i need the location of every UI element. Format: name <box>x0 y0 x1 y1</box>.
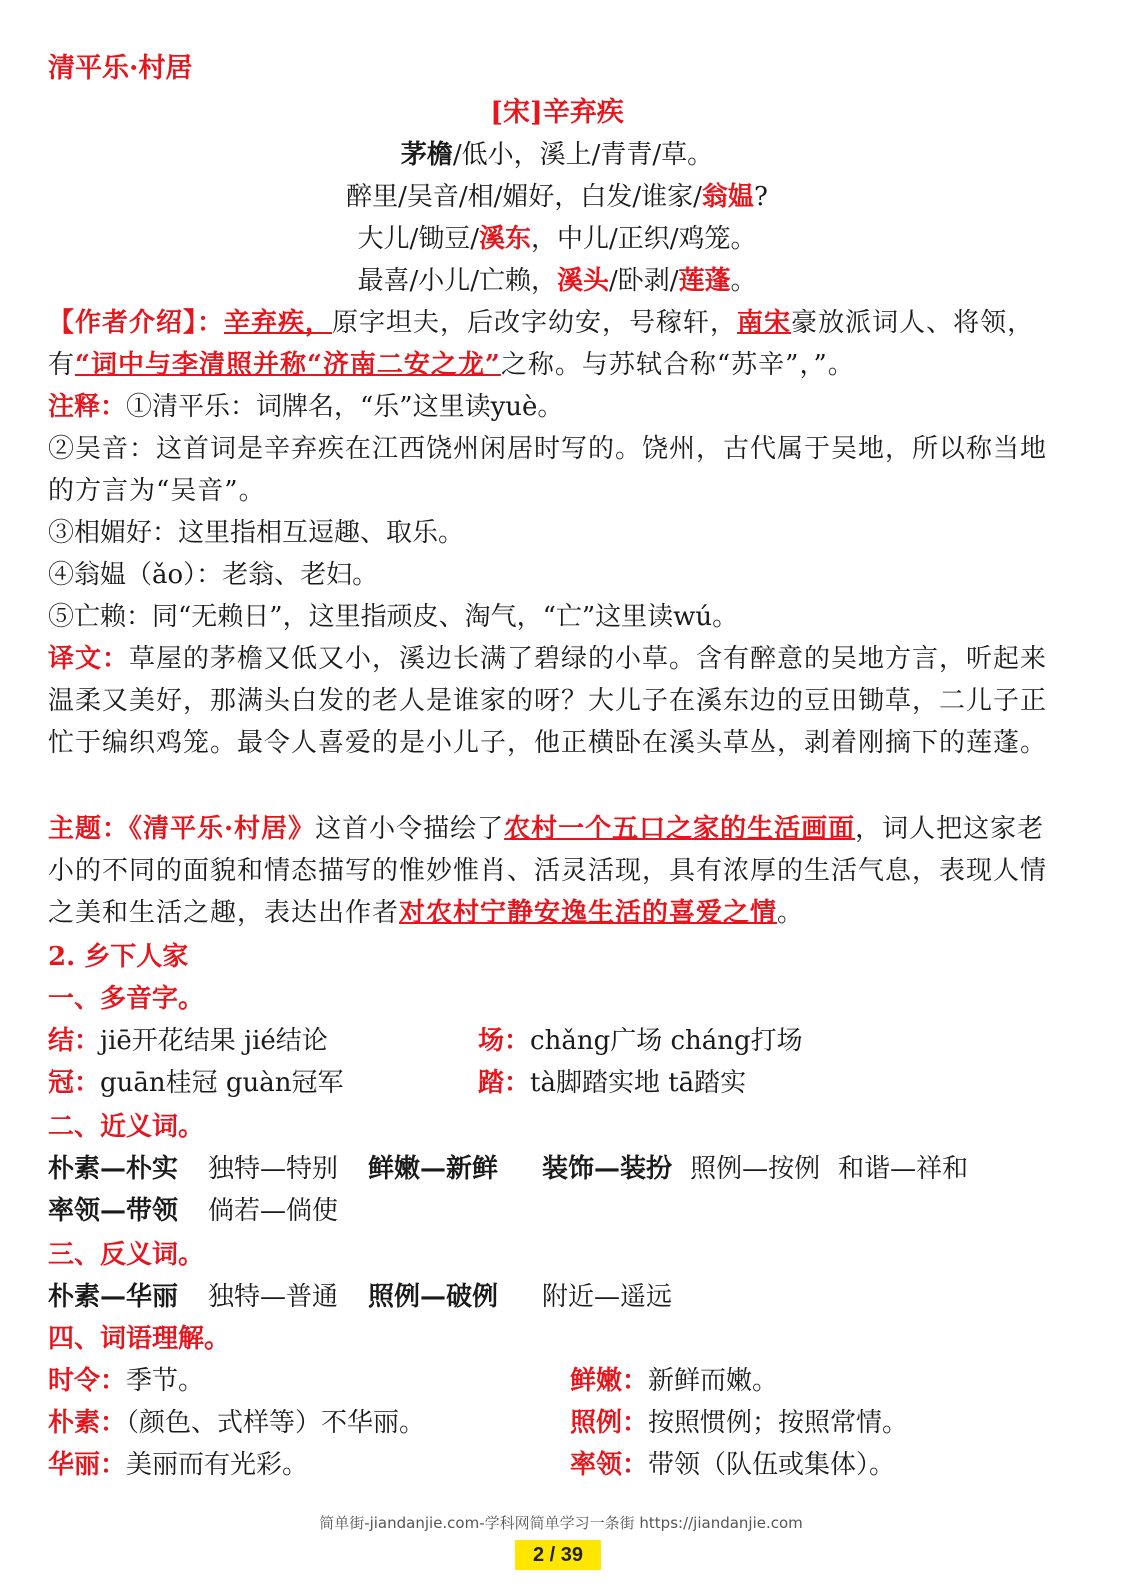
author-intro: 【作者介绍】：辛弃疾，原字坦夫，后改字幼安，号稼轩，南宋豪放派词人、将领，有“词中与李清照并称“济南二安之龙”之称。与苏轼合称“苏辛”，”。 <box>48 308 1035 380</box>
vocab-item: 朴素：（颜色、式样等）不华丽。 <box>48 1408 426 1438</box>
theme: 主题：《清平乐·村居》这首小令描绘了农村一个五口之家的生活画面，词人把这家老小的不同的面貌和情态描写的惟妙惟肖、活灵活现，具有浓厚的生活气息，表现人情之美和生活之趣，表达出作者对农村宁静安逸生活的喜爱之情。 <box>48 814 1048 928</box>
footer-watermark: 简单街-jiandanjie.com-学科网简单学习一条街 https://jiandanjie.com <box>319 1514 803 1532</box>
note-2: ②吴音：这首词是辛弃疾在江西饶州闲居时写的。饶州，古代属于吴地，所以称当地的方言为“吴音”。 <box>48 434 1048 506</box>
translation: 译文：草屋的茅檐又低又小，溪边长满了碧绿的小草。含有醉意的吴地方言，听起来温柔又美好，那满头白发的老人是谁家的呀？大儿子在溪东边的豆田锄草，二儿子正忙于编织鸡笼。最令人喜爱的是小儿子，他正横卧在溪头草丛，剥着刚摘下的莲蓬。 <box>48 644 1048 758</box>
poem-title: 清平乐·村居 <box>48 53 193 84</box>
poem-author: [宋]辛弃疾 <box>490 97 624 128</box>
note-3: ③相媚好：这里指相互逗趣、取乐。 <box>48 518 465 548</box>
polyphone-row-2b: 踏：tà脚踏实地 tā踏实 <box>478 1068 747 1098</box>
note-4: ④翁媪（ǎo）：老翁、老妇。 <box>48 560 379 590</box>
vocab-item: 时令：季节。 <box>48 1366 205 1396</box>
vocab-item: 华丽：美丽而有光彩。 <box>48 1450 309 1480</box>
lesson-title: 2. 乡下人家 <box>48 942 189 972</box>
vocab-item: 鲜嫩：新鲜而嫩。 <box>570 1366 779 1396</box>
poem-line-1: 茅檐/低小，溪上/青青/草。 <box>400 140 714 170</box>
section-synonyms: 二、近义词。 <box>48 1112 205 1142</box>
section-polyphones: 一、多音字。 <box>48 984 205 1014</box>
page-number: 2 / 39 <box>515 1540 601 1570</box>
poem-line-2: 醉里/吴音/相/媚好，白发/谁家/翁媪? <box>346 182 768 212</box>
section-vocabulary: 四、词语理解。 <box>48 1324 231 1354</box>
polyphone-row-1: 结：jiē开花结果 jié结论 <box>48 1026 328 1056</box>
note-1: 注释：①清平乐：词牌名，“乐”这里读yuè。 <box>48 392 564 422</box>
vocab-item: 照例：按照惯例；按照常情。 <box>570 1408 909 1438</box>
poem-line-3: 大儿/锄豆/溪东，中儿/正织/鸡笼。 <box>357 224 757 254</box>
note-5: ⑤亡赖：同“无赖日”，这里指顽皮、淘气，“亡”这里读wú。 <box>48 602 739 632</box>
section-antonyms: 三、反义词。 <box>48 1240 205 1270</box>
poem-line-4: 最喜/小儿/亡赖，溪头/卧剥/莲蓬。 <box>357 266 757 296</box>
vocab-item: 率领：带领（队伍或集体）。 <box>570 1450 896 1480</box>
synonyms-row-1: 朴素—朴实 独特—特别 鲜嫩—新鲜 装饰—装扮 照例—按例 和谐—祥和 <box>48 1154 969 1184</box>
antonyms-row: 朴素—华丽 独特—普通 照例—破例 附近—遥远 <box>48 1282 673 1312</box>
synonyms-row-2: 率领—带领 倘若—倘使 <box>48 1196 339 1226</box>
polyphone-row-2: 冠：guān桂冠 guàn冠军 <box>48 1068 344 1098</box>
polyphone-row-1b: 场：chǎng广场 cháng打场 <box>478 1026 803 1056</box>
